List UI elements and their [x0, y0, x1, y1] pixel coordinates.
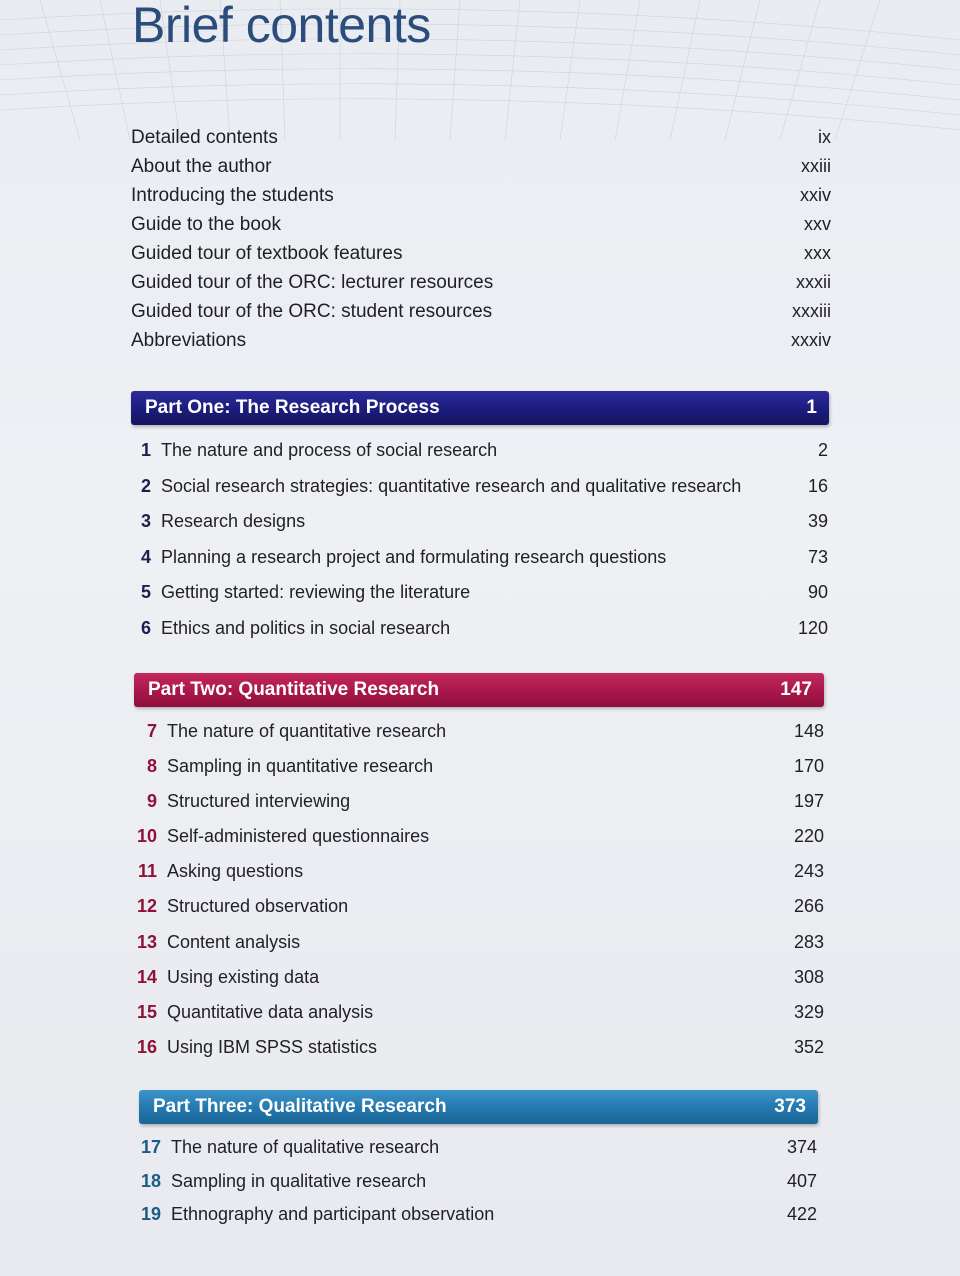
chapter-page: 308: [793, 966, 824, 987]
part-one-header[interactable]: [131, 391, 829, 425]
chapter-number: 10: [136, 826, 157, 847]
chapter-item[interactable]: [131, 440, 828, 476]
part-three-header[interactable]: [139, 1090, 818, 1124]
front-matter-item[interactable]: [131, 156, 831, 185]
part-page: 373: [774, 1096, 806, 1117]
chapter-title: Sampling in quantitative research: [167, 756, 434, 777]
chapter-page: 329: [793, 1001, 824, 1022]
front-matter-page: xxxiv: [791, 330, 831, 350]
chapter-item[interactable]: [131, 1204, 817, 1238]
chapter-title: Structured observation: [167, 896, 349, 917]
chapter-title: Social research strategies: quantitative research and qualitative research: [161, 475, 742, 496]
chapter-item[interactable]: [131, 967, 824, 1002]
front-matter-item[interactable]: [131, 272, 831, 301]
chapter-number: 14: [136, 966, 157, 987]
chapter-number: 2: [140, 475, 151, 496]
part-two-header[interactable]: [134, 673, 824, 707]
chapter-item[interactable]: [131, 511, 828, 547]
chapter-item[interactable]: [131, 1171, 817, 1205]
chapter-title: Structured interviewing: [167, 791, 351, 812]
chapter-number: 1: [140, 440, 151, 460]
chapter-item[interactable]: [131, 618, 828, 654]
chapter-number: 4: [140, 546, 151, 567]
front-matter-label: Guided tour of the ORC: student resources: [131, 301, 493, 322]
front-matter-page: ix: [818, 127, 831, 147]
chapter-page: 220: [793, 826, 824, 847]
part-page: 147: [780, 679, 812, 700]
chapter-page: 39: [807, 511, 828, 531]
front-matter-page: xxiv: [800, 185, 831, 205]
chapter-title: Asking questions: [167, 861, 304, 882]
chapter-number: 6: [140, 617, 151, 638]
chapter-title: Sampling in qualitative research: [171, 1170, 427, 1191]
chapter-number: 11: [137, 861, 157, 882]
part-title: Part One: The Research Process: [145, 397, 440, 418]
chapter-item[interactable]: [131, 1002, 824, 1037]
front-matter-page: xxiii: [801, 156, 831, 176]
front-matter-item[interactable]: [131, 185, 831, 214]
front-matter-label: Guided tour of the ORC: lecturer resources: [131, 272, 494, 293]
chapter-item[interactable]: [131, 896, 824, 931]
chapter-number: 9: [146, 791, 157, 812]
chapter-page: 197: [793, 791, 824, 812]
part-three-chapter-list: [131, 1137, 817, 1238]
part-one-chapter-list: [131, 440, 828, 653]
chapter-page: 90: [807, 582, 828, 602]
part-two-chapter-list: [131, 721, 824, 1072]
chapter-title: Research designs: [161, 511, 306, 531]
page-title: Brief contents: [132, 0, 431, 53]
front-matter-page: xxxiii: [792, 301, 831, 321]
chapter-item[interactable]: [131, 932, 824, 967]
front-matter-label: About the author: [131, 156, 272, 177]
chapter-page: 2: [817, 440, 828, 460]
chapter-title: Planning a research project and formulating research questions: [161, 546, 667, 567]
chapter-item[interactable]: [131, 756, 824, 791]
chapter-page: 16: [807, 475, 828, 496]
chapter-page: 266: [793, 896, 824, 917]
chapter-item[interactable]: [131, 826, 824, 861]
front-matter-item[interactable]: [131, 243, 831, 272]
chapter-number: 7: [146, 721, 157, 741]
chapter-item[interactable]: [131, 1137, 817, 1171]
chapter-item[interactable]: [131, 1037, 824, 1072]
chapter-title: The nature and process of social research: [161, 440, 498, 460]
chapter-item[interactable]: [131, 721, 824, 756]
chapter-page: 407: [786, 1170, 817, 1191]
chapter-title: Ethnography and participant observation: [171, 1204, 495, 1224]
chapter-title: Self-administered questionnaires: [167, 826, 430, 847]
front-matter-label: Guided tour of textbook features: [131, 243, 403, 264]
front-matter-page: xxv: [804, 214, 831, 234]
chapter-page: 120: [797, 617, 828, 638]
front-matter-page: xxxii: [796, 272, 831, 292]
chapter-title: Content analysis: [167, 931, 301, 952]
chapter-number: 15: [136, 1001, 157, 1022]
front-matter-page: xxx: [804, 243, 831, 263]
chapter-item[interactable]: [131, 476, 828, 512]
chapter-page: 170: [793, 756, 824, 777]
front-matter-item[interactable]: [131, 127, 831, 156]
part-page: 1: [806, 397, 817, 418]
chapter-page: 422: [786, 1204, 817, 1224]
front-matter-item[interactable]: [131, 330, 831, 359]
front-matter-item[interactable]: [131, 301, 831, 330]
chapter-page: 374: [786, 1137, 817, 1157]
front-matter-label: Guide to the book: [131, 214, 281, 235]
front-matter-label: Detailed contents: [131, 127, 278, 148]
chapter-page: 73: [807, 546, 828, 567]
chapter-page: 283: [793, 931, 824, 952]
chapter-item[interactable]: [131, 791, 824, 826]
chapter-title: The nature of qualitative research: [171, 1137, 440, 1157]
chapter-title: The nature of quantitative research: [167, 721, 447, 741]
chapter-page: 148: [793, 721, 824, 741]
chapter-number: 8: [146, 756, 157, 777]
front-matter-item[interactable]: [131, 214, 831, 243]
chapter-title: Using existing data: [167, 966, 320, 987]
front-matter-list: [131, 127, 831, 359]
chapter-title: Using IBM SPSS statistics: [167, 1036, 378, 1057]
chapter-number: 18: [140, 1170, 161, 1191]
front-matter-label: Abbreviations: [131, 330, 247, 351]
chapter-number: 12: [136, 896, 157, 917]
chapter-number: 17: [140, 1137, 161, 1157]
chapter-number: 13: [136, 931, 157, 952]
chapter-item[interactable]: [131, 582, 828, 618]
chapter-number: 3: [140, 511, 151, 531]
chapter-title: Quantitative data analysis: [167, 1001, 374, 1022]
chapter-title: Ethics and politics in social research: [161, 617, 451, 638]
chapter-title: Getting started: reviewing the literature: [161, 582, 471, 602]
chapter-number: 19: [140, 1204, 161, 1224]
part-title: Part Two: Quantitative Research: [148, 679, 440, 700]
chapter-number: 5: [140, 582, 151, 602]
chapter-page: 352: [793, 1036, 824, 1057]
chapter-page: 243: [793, 861, 824, 882]
chapter-number: 16: [136, 1036, 157, 1057]
chapter-item[interactable]: [131, 861, 824, 896]
front-matter-label: Introducing the students: [131, 185, 334, 206]
part-title: Part Three: Qualitative Research: [153, 1096, 447, 1117]
chapter-item[interactable]: [131, 547, 828, 583]
